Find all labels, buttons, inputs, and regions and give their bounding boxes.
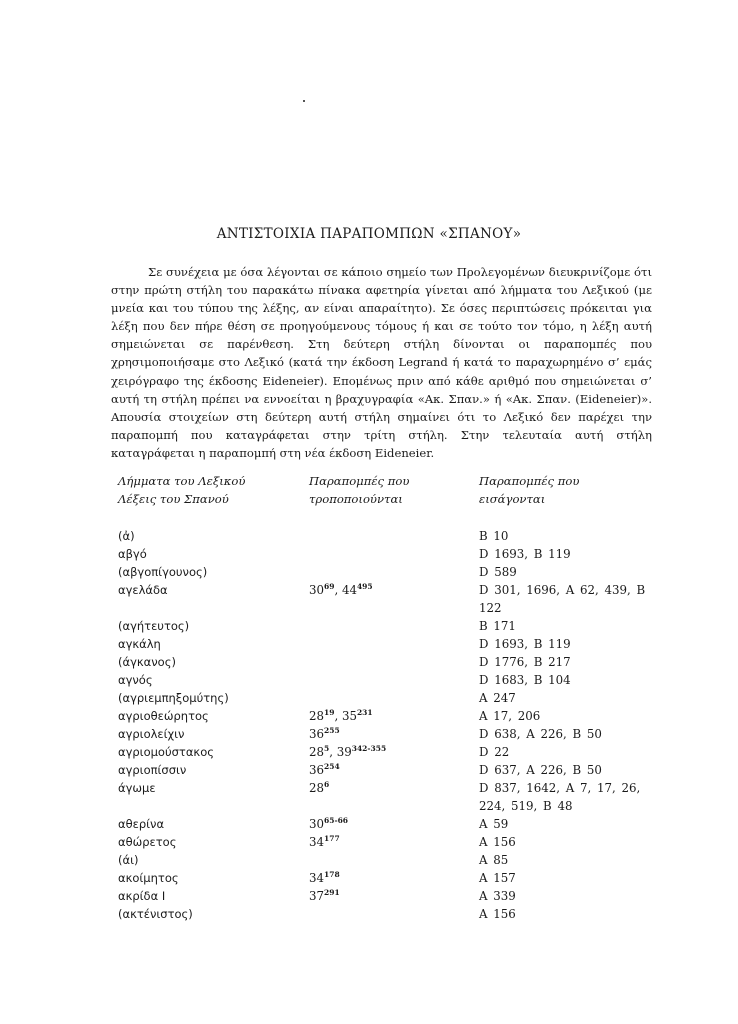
table-row [0,779,738,815]
ref-superscript: 231 [356,708,373,717]
ref-superscript: 291 [324,888,340,897]
table-row [0,527,738,545]
modified-refs-cell: $28^5$, 39$^{342-355}$ [309,744,387,759]
table-row [0,869,738,887]
page-title: ΑΝΤΙΣΤΟΙΧΙΑ ΠΑΡΑΠΟΜΠΩΝ «ΣΠΑΝΟΥ» [216,226,522,242]
table-row [0,671,738,689]
ref-superscript: 65-66 [324,816,349,825]
new-refs-cell: D 22 [479,745,510,759]
modified-refs-cell: $30^{69}$, $44^{495}$ [309,582,373,597]
new-refs-cell: D 1776, B 217 [479,655,571,669]
new-refs-cell: A 247 [479,691,516,705]
lemma-cell: αγκάλη [118,637,161,651]
lemma-cell: (αγριεμπηξομύτης) [118,691,229,705]
table-row [0,761,738,779]
lemma-cell: αγριολείχιν [118,727,185,741]
modified-refs-cell [309,815,348,833]
table-row [0,545,738,563]
ref-number: 30 [309,817,325,831]
new-refs-cell: A 157 [479,871,516,885]
lemma-cell: (ἀ) [118,529,135,543]
table-row [0,905,738,923]
ref-number: 44 [341,583,357,597]
intro-paragraph: Σε συνέχεια με όσα λέγονται σε κάποιο σημείο των Προλεγομένων διευκρινίζομε ότι στην πρώτη στήλη του παρακάτω πίνακα αφετηρία γίνεται από λήμματα του Λεξικού (με μνεία και του τύπου της λέξης, αν είναι απαραίτητο). Σε όσες περιπτώσεις πρόκειται για λέξη που δεν πήρε θέση σε προηγούμενους τόμους ή και σε τούτο τον τόμο, η λέξη αυτή σημειώνεται σε παρένθεση. Στη δεύτερη στήλη δίνονται οι παραπομπές που χρησιμοποιήσαμε στο Λεξικό (κατά την έκδοση Legrand ή κατά το παραχωρημένο σ’ εμάς χειρόγραφο της έκδοσης Eideneier). Επομένως πριν από κάθε αριθμό που σημειώνεται σ’ αυτή τη στήλη πρέπει να εννοείται η βραχυγραφία «Ακ. Σπαν.» ή «Ακ. Σπαν. (Eideneier)». Απουσία στοιχείων στη δεύτερη αυτή στήλη σημαίνει ότι το Λεξικό δεν παρέχει την παραπομπή που καταγράφεται στην τρίτη στήλη. Στην τελευταία αυτή στήλη καταγράφεται η παραπομπή στη νέα έκδοση Eideneier. [111,265,652,460]
ref-superscript: 6 [324,780,330,789]
ref-number: 39 [336,745,352,759]
scan-speck [303,100,305,102]
ref-superscript: 342-355 [351,744,387,753]
new-refs-cell: A 339 [479,889,516,903]
ref-number: 35 [341,709,357,723]
ref-number: 30 [309,583,325,597]
header-col-new-refs-line1: Παραπομπές που [479,474,580,488]
modified-refs-cell [309,725,340,743]
modified-refs-cell: $28^{19}$, $35^{231}$ [309,708,373,723]
lemma-cell: αγελάδα [118,583,168,597]
lemma-cell: ακοίμητος [118,871,179,885]
table-row [0,617,738,635]
modified-refs-cell [309,869,340,887]
new-refs-cell: D 1693, B 119 [479,547,571,561]
ref-superscript: 178 [324,870,340,879]
table-body [0,527,738,923]
lemma-cell: (άγκανος) [118,655,176,669]
table-row [0,689,738,707]
new-refs-cell: D 637, A 226, B 50 [479,763,602,777]
new-refs-cell: A 156 [479,907,516,921]
lemma-cell: (αγήτευτος) [118,619,190,633]
lemma-cell: αγριοπίσσιν [118,763,187,777]
ref-number: 34 [309,871,325,885]
ref-number: 36 [309,763,325,777]
header-col-new-refs [479,472,579,508]
lemma-cell: αθερίνα [118,817,165,831]
table-row [0,833,738,851]
new-refs-cell: A 156 [479,835,516,849]
ref-number: 36 [309,727,325,741]
lemma-cell: αγριοθεώρητος [118,709,209,723]
new-refs-cell: B 171 [479,619,516,633]
lemma-cell: αθώρετος [118,835,177,849]
lemma-cell: αγριομούστακος [118,745,214,759]
new-refs-cell: A 59 [479,817,509,831]
lemma-cell: ακρίδα I [118,889,166,903]
header-col-new-refs-line2: εισάγονται [479,492,546,506]
lemma-cell: (άι) [118,853,139,867]
ref-superscript: 177 [324,834,340,843]
new-refs-cell: A 17, 206 [479,709,541,723]
new-refs-cell: D 589 [479,565,517,579]
header-col-lemmas-line2: Λέξεις του Σπανού [118,492,229,506]
table-row [0,707,738,725]
header-col-modified-refs [309,472,409,508]
header-col-lemmas-line1: Λήμματα του Λεξικού [118,474,246,488]
header-col-lemmas [118,472,245,508]
lemma-cell: άγωμε [118,781,156,795]
ref-superscript: 254 [324,762,340,771]
ref-superscript: 255 [324,726,340,735]
lemma-cell: αγνός [118,673,153,687]
ref-number: 28 [309,745,325,759]
ref-number: 37 [309,889,325,903]
header-col-modified-refs-line2: τροποποιούνται [309,492,403,506]
modified-refs-cell [309,887,340,905]
modified-refs-cell [309,779,329,797]
modified-refs-cell [309,833,340,851]
header-col-modified-refs-line1: Παραπομπές που [309,474,410,488]
table-row [0,725,738,743]
table-row [0,653,738,671]
table-row [0,635,738,653]
new-refs-cell: D 837, 1642, A 7, 17, 26, 224, 519, B 48 [479,781,641,813]
new-refs-cell: D 1693, B 119 [479,637,571,651]
lemma-cell: αβγό [118,547,147,561]
ref-superscript: 5 [324,744,330,753]
new-refs-cell: D 1683, B 104 [479,673,571,687]
ref-number: 28 [309,709,325,723]
lemma-cell: (ακτένιστος) [118,907,193,921]
ref-superscript: 495 [356,582,373,591]
table-row [0,743,738,761]
table-row [0,851,738,869]
new-refs-cell: D 638, A 226, B 50 [479,727,602,741]
ref-superscript: 69 [324,582,335,591]
table-row [0,887,738,905]
modified-refs-cell [309,761,340,779]
ref-superscript: 19 [324,708,335,717]
table-row [0,815,738,833]
new-refs-cell: D 301, 1696, A 62, 439, B 122 [479,583,646,615]
ref-number: 28 [309,781,325,795]
new-refs-cell: A 85 [479,853,509,867]
ref-number: 34 [309,835,325,849]
table-row [0,563,738,581]
table-row [0,581,738,617]
new-refs-cell: B 10 [479,529,509,543]
lemma-cell: (αβγοπίγουνος) [118,565,208,579]
